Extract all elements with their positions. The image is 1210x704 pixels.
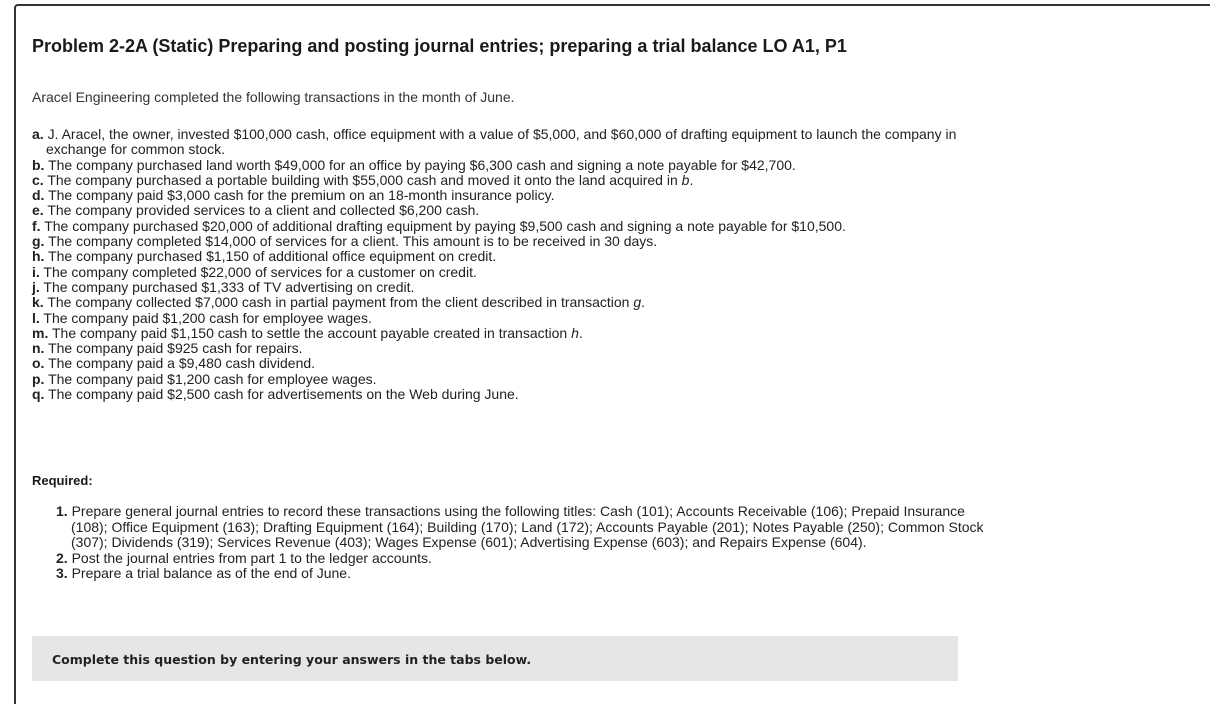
transaction-list bbox=[32, 127, 992, 402]
transaction-tail: . bbox=[689, 171, 694, 188]
requirement-text: Prepare general journal entries to record these transactions using the following titles: Cash (101); Accounts Receivable (106); Prepaid Insurance (108); Office Equipment (163); Drafting Equipment (164); Building (170); Land (172); Accounts Payable (201); Notes Payable (250); Common Stock (307); Dividends (319); Services Revenue (403); Wages Expense (601); Advertising Expense (603); and Repairs Expense (604). bbox=[71, 503, 984, 550]
transaction-text: The company paid $1,150 cash to settle the account payable created in transaction bbox=[51, 324, 568, 341]
transaction-label: g. bbox=[32, 233, 45, 250]
requirement-item bbox=[56, 551, 986, 567]
requirements-list bbox=[56, 504, 986, 582]
transaction-item bbox=[32, 280, 992, 295]
problem-intro: Aracel Engineering completed the following transactions in the month of June. bbox=[32, 89, 515, 105]
transaction-text: The company purchased land worth $49,000 for an office by paying $6,300 cash and signing a note payable for $42,700. bbox=[48, 156, 796, 173]
complete-question-banner: Complete this question by entering your answers in the tabs below. bbox=[32, 636, 958, 681]
transaction-label: n. bbox=[32, 340, 45, 357]
requirement-number: 3. bbox=[56, 565, 68, 581]
transaction-reference: h bbox=[571, 324, 579, 341]
transaction-text: The company completed $22,000 of services for a customer on credit. bbox=[43, 263, 477, 280]
requirement-text: Prepare a trial balance as of the end of June. bbox=[71, 565, 351, 581]
transaction-label: e. bbox=[32, 202, 44, 219]
requirement-number: 2. bbox=[56, 549, 68, 566]
transaction-text: The company paid $1,200 cash for employee wages. bbox=[43, 309, 372, 326]
transaction-item bbox=[32, 372, 992, 387]
transaction-reference: b bbox=[681, 171, 690, 188]
transaction-reference: g bbox=[633, 294, 642, 311]
transaction-text: The company purchased $1,333 of TV advertising on credit. bbox=[43, 278, 415, 295]
transaction-label: q. bbox=[32, 386, 45, 403]
transaction-label: m. bbox=[32, 324, 49, 341]
transaction-label: j. bbox=[32, 278, 40, 295]
problem-title: Problem 2-2A (Static) Preparing and posting journal entries; preparing a trial balance LO A1, P1 bbox=[32, 36, 847, 56]
requirement-item bbox=[56, 566, 986, 582]
transaction-item bbox=[32, 188, 992, 203]
transaction-label: p. bbox=[32, 370, 45, 387]
transaction-label: h. bbox=[32, 248, 45, 265]
requirement-item bbox=[56, 504, 986, 551]
transaction-item bbox=[32, 234, 992, 249]
transaction-text: J. Aracel, the owner, invested $100,000 cash, office equipment with a value of $5,000, and $60,000 of drafting equipment to launch the company in exchange for common stock. bbox=[46, 126, 957, 158]
transaction-label: k. bbox=[32, 294, 44, 311]
transaction-label: o. bbox=[32, 355, 45, 372]
transaction-label: b. bbox=[32, 156, 45, 173]
requirement-number: 1. bbox=[56, 503, 68, 519]
transaction-item bbox=[32, 173, 992, 188]
transaction-item bbox=[32, 356, 992, 371]
transaction-item bbox=[32, 387, 992, 402]
transaction-item bbox=[32, 249, 992, 264]
transaction-tail: . bbox=[641, 294, 645, 311]
transaction-label: i. bbox=[32, 263, 40, 280]
transaction-item bbox=[32, 158, 992, 173]
transaction-label: c. bbox=[32, 171, 44, 188]
transaction-item bbox=[32, 203, 992, 218]
transaction-item bbox=[32, 295, 992, 310]
transaction-text: The company paid $2,500 cash for advertisements on the Web during June. bbox=[48, 386, 519, 403]
question-frame bbox=[14, 4, 1210, 704]
requirement-text: Post the journal entries from part 1 to the ledger accounts. bbox=[71, 549, 432, 566]
transaction-label: d. bbox=[32, 187, 45, 204]
transaction-label: l. bbox=[32, 309, 40, 326]
transaction-text: The company paid a $9,480 cash dividend. bbox=[48, 355, 316, 372]
transaction-text: The company completed $14,000 of services for a client. This amount is to be received in 30 days. bbox=[48, 233, 658, 250]
transaction-item bbox=[32, 265, 992, 280]
transaction-text: The company purchased $1,150 of additional office equipment on credit. bbox=[48, 248, 497, 265]
transaction-label: a. bbox=[32, 126, 44, 142]
transaction-text: The company paid $1,200 cash for employee wages. bbox=[48, 370, 377, 387]
transaction-text: The company paid $3,000 cash for the premium on an 18-month insurance policy. bbox=[48, 187, 555, 204]
transaction-text: The company collected $7,000 cash in partial payment from the client described in transaction bbox=[47, 294, 630, 311]
transaction-item bbox=[32, 311, 992, 326]
transaction-text: The company purchased $20,000 of additional drafting equipment by paying $9,500 cash and signing a note payable for $10,500. bbox=[44, 217, 846, 234]
required-heading: Required: bbox=[32, 473, 93, 488]
transaction-item bbox=[32, 341, 992, 356]
transaction-item bbox=[32, 326, 992, 341]
transaction-text: The company paid $925 cash for repairs. bbox=[48, 340, 303, 357]
transaction-text: The company provided services to a client and collected $6,200 cash. bbox=[47, 202, 480, 219]
transaction-item bbox=[32, 219, 992, 234]
transaction-item bbox=[32, 127, 992, 158]
transaction-text: The company purchased a portable building with $55,000 cash and moved it onto the land acquired in bbox=[47, 171, 678, 188]
transaction-label: f. bbox=[32, 217, 41, 234]
transaction-tail: . bbox=[578, 324, 583, 341]
